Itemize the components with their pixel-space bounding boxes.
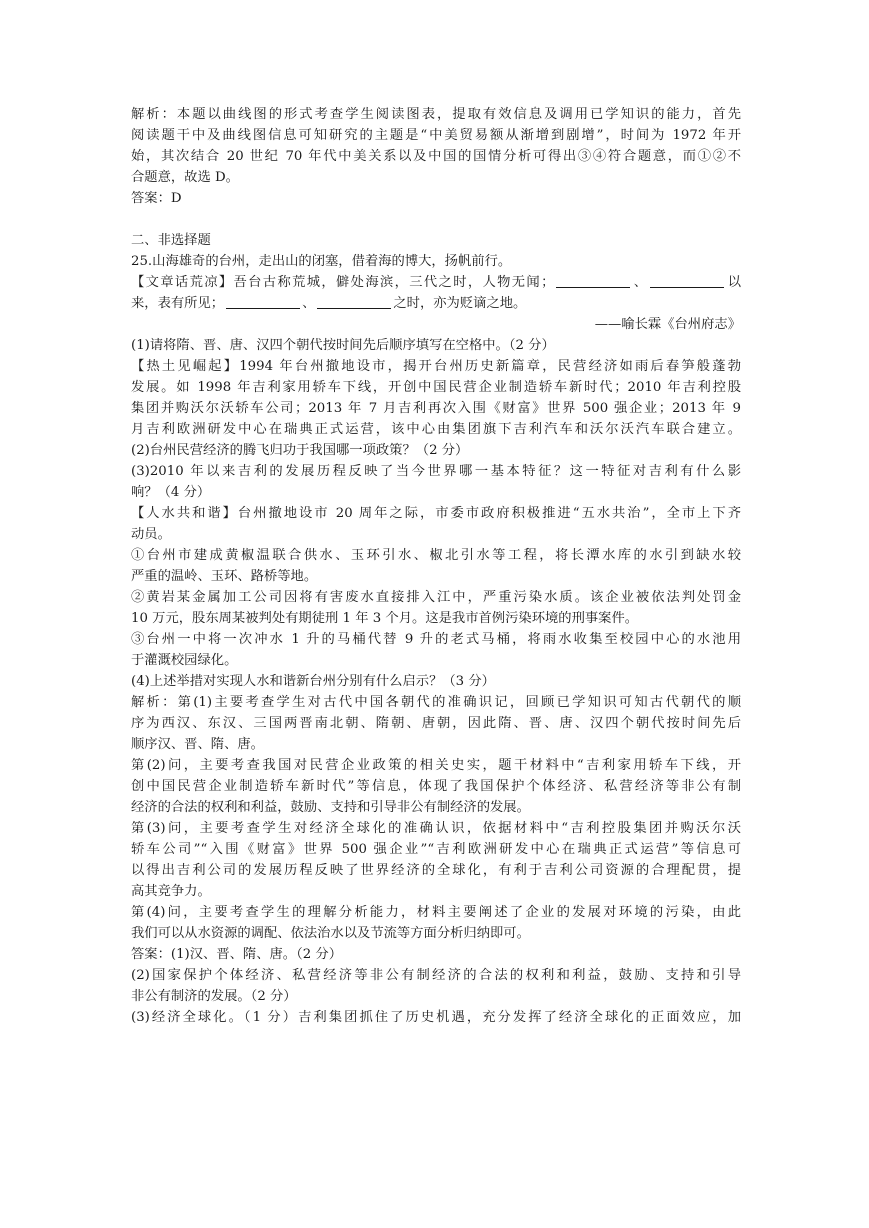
fill-blank — [317, 294, 391, 309]
text-line: 高其竞争力。 — [131, 884, 211, 899]
text-line: 【热土见崛起】1994 年台州撤地设市，揭开台州历史新篇章，民营经济如雨后春笋般蓬勃 — [131, 359, 741, 374]
text-line: 集团并购沃尔沃轿车公司；2013 年 7 月吉利再次入围《财富》世界 500 强企业；2013 年 9 — [131, 401, 741, 416]
text-line: 解析：第(1)主要考查学生对古代中国各朝代的准确识记，回顾已学知识可知古代朝代的顺 — [131, 695, 741, 710]
text-line: (3)经济全球化。（1 分）吉利集团抓住了历史机遇，充分发挥了经济全球化的正面效应，加 — [131, 1010, 741, 1025]
text-line: ②黄岩某金属加工公司因将有害废水直接排入江中，严重污染水质。该企业被依法判处罚金 — [131, 590, 741, 605]
text-line: 【人水共和谐】台州撤地设市 20 周年之际，市委市政府积极推进“五水共治”，全市上下齐 — [131, 506, 741, 521]
line-text: 之时，亦为贬谪之地。 — [393, 296, 527, 311]
text-line: 25.山海雄奇的台州，走出山的闭塞，借着海的博大，扬帆前行。 — [131, 254, 512, 269]
text-line-with-blanks — [131, 272, 741, 293]
text-line: 解析：本题以曲线图的形式考查学生阅读图表，提取有效信息及调用已学知识的能力，首先 — [131, 107, 741, 122]
text-line: 10 万元，股东周某被判处有期徒刑 1 年 3 个月。这是我市首例污染环境的刑事案件。 — [131, 611, 639, 626]
text-line: ③台州一中将一次冲水 1 升的马桶代替 9 升的老式马桶，将雨水收集至校园中心的水池用 — [131, 632, 741, 647]
text-line: 序为西汉、东汉、三国两晋南北朝、隋朝、唐朝，因此隋、晋、唐、汉四个朝代按时间先后 — [131, 716, 741, 731]
text-line: (4)上述举措对实现人水和谐新台州分别有什么启示？（3 分） — [131, 674, 495, 689]
text-line: 动员。 — [131, 527, 171, 542]
text-line: 合题意，故选 D。 — [131, 170, 239, 185]
text-line: 我们可以从水资源的调配、依法治水以及节流等方面分析归纳即可。 — [131, 926, 530, 941]
fill-blank — [650, 273, 724, 288]
text-line: 以得出吉利公司的发展历程反映了世界经济的全球化，有利于吉利公司资源的合理配贯，提 — [131, 863, 741, 878]
text-line: 创中国民营企业制造轿车新时代”等信息，体现了我国保护个体经济、私营经济等非公有制 — [131, 779, 741, 794]
fill-blank — [226, 294, 300, 309]
text-line: 发展。如 1998 年吉利家用轿车下线，开创中国民营企业制造轿车新时代；2010 年吉利控股 — [131, 380, 741, 395]
line-text: 、 — [632, 275, 649, 290]
line-text: 、 — [302, 296, 316, 311]
fill-blank — [556, 273, 630, 288]
text-line-with-blanks — [131, 293, 741, 314]
document-page — [131, 104, 741, 1028]
text-line: 严重的温岭、玉环、路桥等地。 — [131, 569, 318, 584]
text-line: 经济的合法的权利和利益，鼓励、支持和引导非公有制经济的发展。 — [131, 800, 530, 815]
line-text: 【文章话荒凉】吾台古称荒城，僻处海滨，三代之时，人物无闻； — [131, 275, 555, 290]
text-line: 响？（4 分） — [131, 485, 211, 500]
source-citation: ——喻长霖《台州府志》 — [594, 317, 741, 332]
text-line: ①台州市建成黄椒温联合供水、玉环引水、椒北引水等工程，将长潭水库的水引到缺水较 — [131, 548, 741, 563]
text-line: 于灌溉校园绿化。 — [131, 653, 238, 668]
text-line: 非公有制济的发展。（2 分） — [131, 989, 297, 1004]
text-line: (2)台州民营经济的腾飞归功于我国哪一项政策？（2 分） — [131, 443, 469, 458]
paragraph-gap — [131, 209, 741, 230]
text-line: 第(2)问，主要考查我国对民营企业政策的相关史实，题干材料中“吉利家用轿车下线，开 — [131, 758, 741, 773]
text-line: 第(4)问，主要考查学生的理解分析能力，材料主要阐述了企业的发展对环境的污染，由此 — [131, 905, 741, 920]
text-line: 轿车公司”“入围《财富》世界 500 强企业”“吉利欧洲研发中心在瑞典正式运营”等信息可 — [131, 842, 741, 857]
text-line: 月吉利欧洲研发中心在瑞典正式运营，该中心由集团旗下吉利汽车和沃尔沃汽车联合建立。 — [131, 422, 741, 437]
text-line: (3)2010 年以来吉利的发展历程反映了当今世界哪一基本特征？这一特征对吉利有什么影 — [131, 464, 741, 479]
line-text: 来，表有所见； — [131, 296, 225, 311]
text-line: 答案：D — [131, 191, 182, 206]
text-line: (2)国家保护个体经济、私营经济等非公有制经济的合法的权利和利益，鼓励、支持和引导 — [131, 968, 741, 983]
line-text: 以 — [726, 275, 741, 290]
text-line: 阅读题干中及曲线图信息可知研究的主题是“中美贸易额从渐增到剧增”，时间为 1972 年开 — [131, 128, 741, 143]
text-line: 始，其次结合 20 世纪 70 年代中美关系以及中国的国情分析可得出③④符合题意，而①②不 — [131, 149, 741, 164]
text-line: 二、非选择题 — [131, 233, 211, 248]
text-line: 第(3)问，主要考查学生对经济全球化的准确认识，依据材料中“吉利控股集团并购沃尔沃 — [131, 821, 741, 836]
text-line: 顺序汉、晋、隋、唐。 — [131, 737, 264, 752]
text-line: 答案：(1)汉、晋、隋、唐。（2 分） — [131, 947, 343, 962]
text-line: (1)请将隋、晋、唐、汉四个朝代按时间先后顺序填写在空格中。（2 分） — [131, 338, 555, 353]
